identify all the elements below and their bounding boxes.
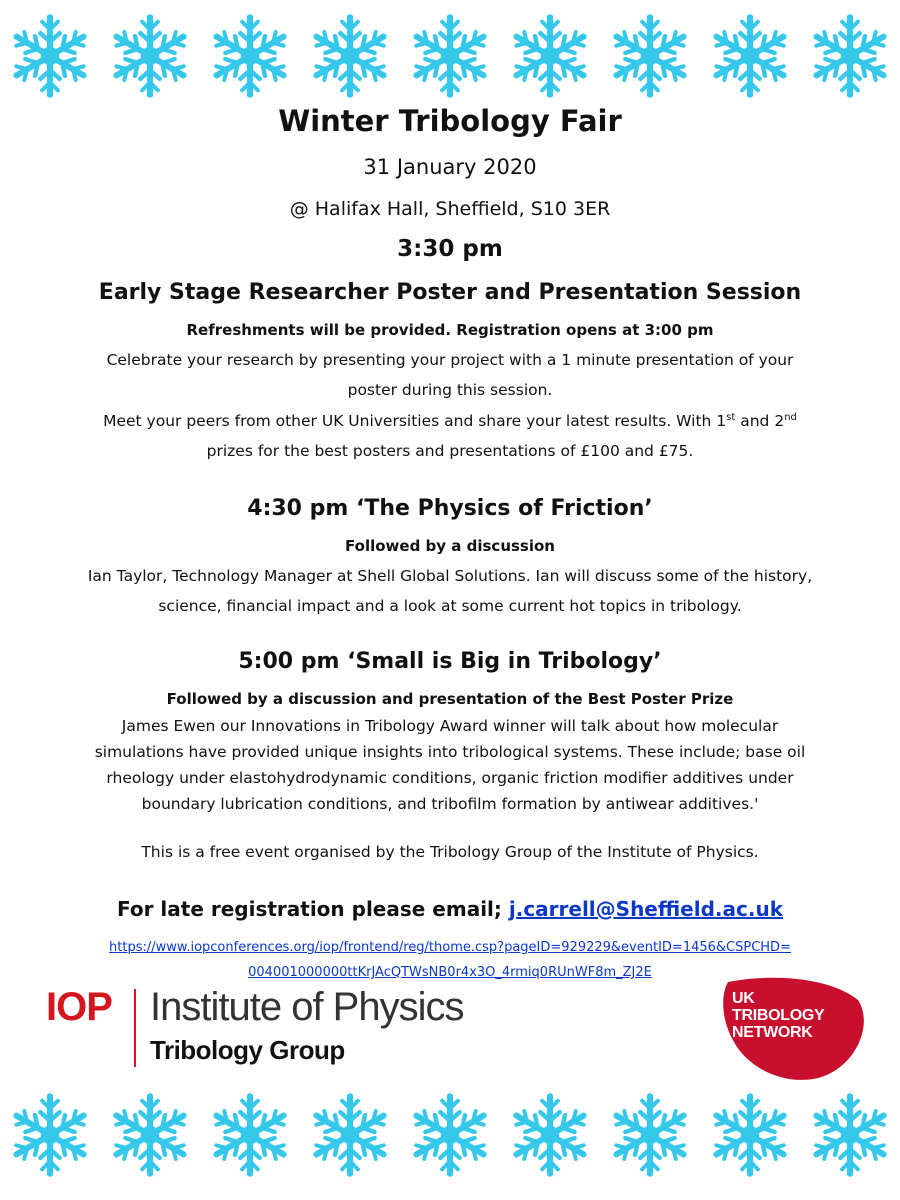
iop-logo-mark: IOP <box>46 985 112 1029</box>
talk2-description-line: James Ewen our Innovations in Tribology Award winner will talk about how molecular <box>121 717 779 735</box>
snowflake-icon <box>106 12 194 100</box>
session-time: 3:30 pm <box>397 236 503 262</box>
registration-url-link[interactable]: https://www.iopconferences.org/iop/frontend/reg/thome.csp?pageID=929229&eventID=1456&CSPCHD= <box>109 940 791 955</box>
iop-logo-group: Tribology Group <box>150 1035 345 1065</box>
event-date: 31 January 2020 <box>363 155 537 179</box>
talk1-followed: Followed by a discussion <box>345 537 555 555</box>
session-paragraph-line: Celebrate your research by presenting your project with a 1 minute presentation of your <box>106 351 794 369</box>
refreshments-note: Refreshments will be provided. Registration opens at 3:00 pm <box>186 321 714 339</box>
snowflake-icon <box>606 12 694 100</box>
peers-text: Meet your peers from other UK Universities and share your latest results. With 1 <box>103 412 727 430</box>
peers-paragraph-line: prizes for the best posters and presentations of £100 and £75. <box>206 442 694 460</box>
snowflake-icon <box>806 12 894 100</box>
event-title: Winter Tribology Fair <box>278 104 622 138</box>
talk2-followed: Followed by a discussion and presentation of the Best Poster Prize <box>166 690 734 708</box>
iop-logo-divider <box>134 989 136 1067</box>
talk2-description-line: simulations have provided unique insights into tribological systems. These include; base oil <box>94 743 806 761</box>
talk1-description-line: science, financial impact and a look at some current hot topics in tribology. <box>158 597 742 615</box>
registration-url-link[interactable]: 004001000000ttKrJAcQTWsNB0r4x3O_4rmiq0RUnWF8m_ZJ2E <box>248 965 652 980</box>
snowflake-icon <box>206 1091 294 1179</box>
snowflake-icon <box>706 12 794 100</box>
snowflake-border-bottom <box>0 1087 900 1187</box>
talk2-description-line: rheology under elastohydrodynamic conditions, organic friction modifier additives under <box>106 769 794 787</box>
snowflake-icon <box>706 1091 794 1179</box>
superscript-st: st <box>726 411 736 423</box>
free-event-note: This is a free event organised by the Tribology Group of the Institute of Physics. <box>141 843 759 861</box>
session-paragraph-line: poster during this session. <box>347 381 553 399</box>
uk-tribology-network-logo <box>718 972 868 1084</box>
late-registration-label: For late registration please email; <box>116 897 509 921</box>
iop-logo <box>46 985 506 1063</box>
superscript-nd: nd <box>784 411 797 423</box>
uk-tribology-logo-line: NETWORK <box>732 1024 813 1041</box>
registration-url-line[interactable] <box>0 936 900 955</box>
uk-tribology-logo-line: UK <box>732 990 755 1007</box>
talk2-description-line: boundary lubrication conditions, and tribofilm formation by antiwear additives.' <box>141 795 759 813</box>
snowflake-icon <box>506 1091 594 1179</box>
snowflake-icon <box>406 12 494 100</box>
snowflake-icon <box>6 1091 94 1179</box>
event-venue: @ Halifax Hall, Sheffield, S10 3ER <box>289 198 611 220</box>
session-title: Early Stage Researcher Poster and Presentation Session <box>98 280 802 305</box>
talk2-heading: 5:00 pm ‘Small is Big in Tribology’ <box>238 649 662 674</box>
peers-paragraph-line <box>0 406 900 436</box>
snowflake-icon <box>606 1091 694 1179</box>
talk1-description-line: Ian Taylor, Technology Manager at Shell Global Solutions. Ian will discuss some of the history, <box>87 567 813 585</box>
peers-text: and 2 <box>735 412 785 430</box>
snowflake-icon <box>306 1091 394 1179</box>
snowflake-icon <box>306 12 394 100</box>
uk-tribology-logo-line: TRIBOLOGY <box>732 1007 825 1024</box>
snowflake-border-top <box>0 8 900 108</box>
snowflake-icon <box>6 12 94 100</box>
talk1-heading: 4:30 pm ‘The Physics of Friction’ <box>247 496 653 521</box>
uk-tribology-logo-text <box>732 990 824 1041</box>
snowflake-icon <box>506 12 594 100</box>
snowflake-icon <box>806 1091 894 1179</box>
snowflake-icon <box>106 1091 194 1179</box>
late-registration <box>0 897 900 921</box>
registration-email-link[interactable]: j.carrell@Sheffield.ac.uk <box>508 897 783 921</box>
snowflake-icon <box>206 12 294 100</box>
iop-logo-name: Institute of Physics <box>150 985 464 1029</box>
snowflake-icon <box>406 1091 494 1179</box>
